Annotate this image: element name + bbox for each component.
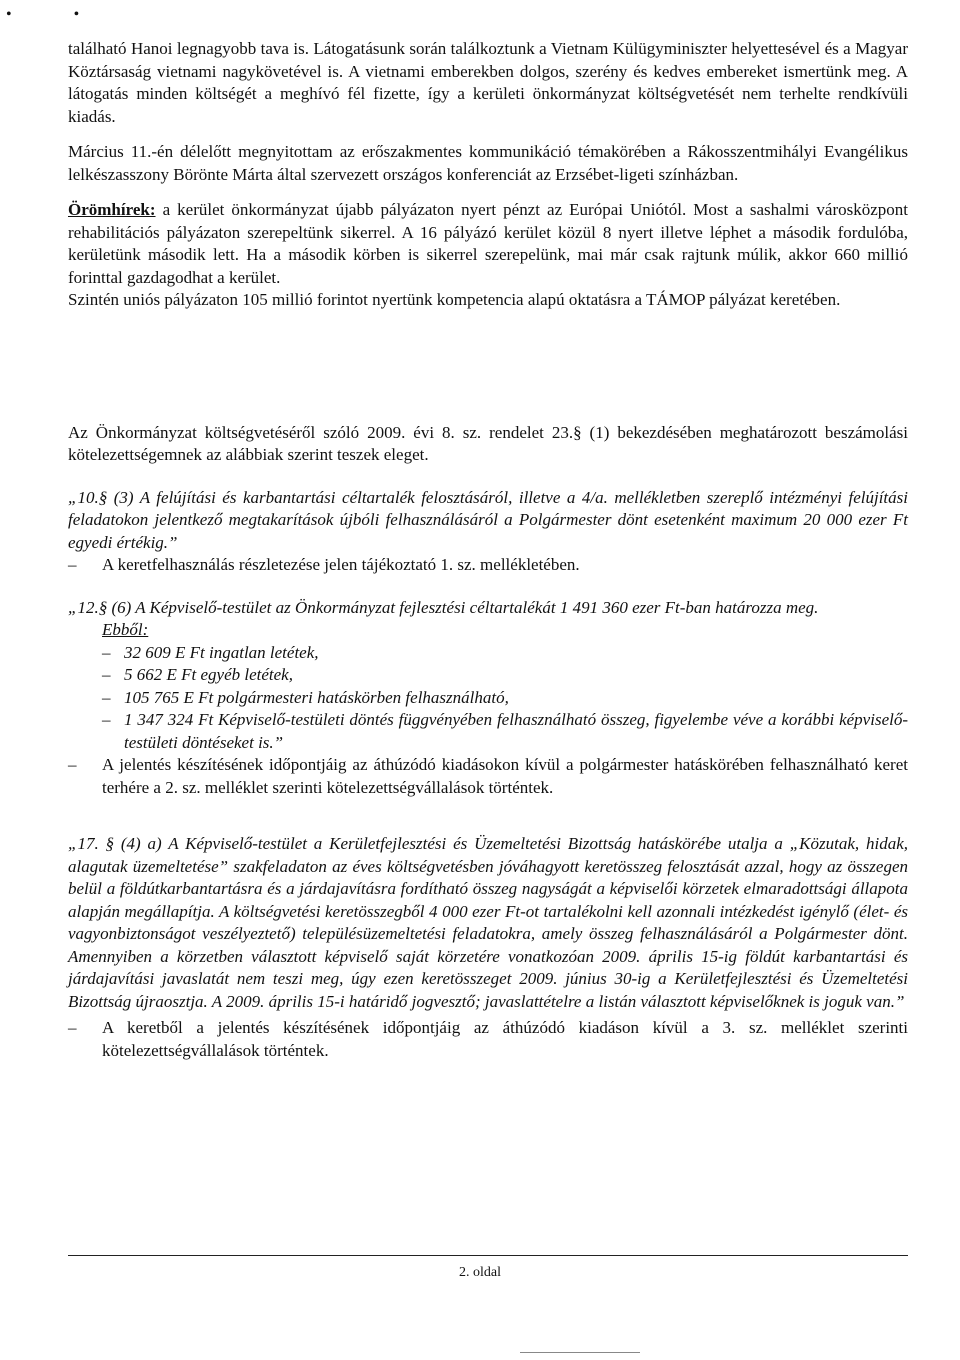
dash-marker: – <box>102 642 111 662</box>
corner-mark: • <box>6 6 12 23</box>
dash-marker: – <box>68 1018 77 1037</box>
list-item-text: 5 662 E Ft egyéb letétek, <box>124 665 293 684</box>
list-item-text: 105 765 E Ft polgármesteri hatáskörben felhasználható, <box>124 687 509 707</box>
paragraph-good-news <box>68 199 908 289</box>
document-page <box>68 38 908 1062</box>
quote-12-paragraph: „12.§ (6) A Képviselő-testület az Önkormányzat fejlesztési céltartalékát 1 491 360 ezer Ft-ban határozza meg. <box>68 597 819 617</box>
dash-item-text: A keretfelhasználás részletezése jelen tájékoztató 1. sz. mellékletében. <box>102 555 580 574</box>
good-news-text: a kerület önkormányzat újabb pályázaton nyert pénzt az Európai Uniótól. Most a sashalmi városközpont rehabilitációs pályázaton szerepeltünk sikerrel. A 16 pályázó kerület közül 8 nyert illetve léphet a második fordulóba, kerületünk második lett. Ha a második körben is sikerrel szerepelünk, mai már csak rajtunk múlik, akkor 660 millió forinttal gazdagodhat a kerület. <box>68 200 908 287</box>
list-item <box>102 642 908 665</box>
scan-artifact-line <box>520 1352 640 1355</box>
good-news-label: Örömhírek: <box>68 200 156 219</box>
paragraph-budget-report: Az Önkormányzat költségvetéséről szóló 2009. évi 8. sz. rendelet 23.§ (1) bekezdésében meghatározott beszámolási kötelezettségemnek az alábbiak szerint teszek eleget. <box>68 422 908 464</box>
quote-12-subheading: Ebből: <box>102 620 149 639</box>
list-item-text: 32 609 E Ft ingatlan letétek, <box>124 642 319 662</box>
list-item-text: 1 347 324 Ft Képviselő-testületi döntés függvényében felhasználható összeg, figyelembe véve a korábbi képviselő-testületi döntéseket is.” <box>124 710 908 752</box>
quote-10-paragraph: „10.§ (3) A felújítási és karbantartási céltartalék felosztásáról, illetve a 4/a. mellékletben szereplő intézményi felújítási feladatokon jelentkező megtakarítások újbóli felhasználásáról a Polgármester dönt esetenként maximum 20 000 ezer Ft egyedi értékig.” <box>68 487 908 552</box>
list-item <box>102 687 908 710</box>
page-number: 2. oldal <box>459 1265 501 1280</box>
corner-mark: • <box>73 6 80 23</box>
dash-item-text: A jelentés készítésének időpontjáig az áthúzódó kiadásokon kívül a polgármester hatáskörében felhasználható keret terhére a 2. sz. melléklet szerinti kötelezettségvállalások történtek. <box>102 755 908 797</box>
corner-marks <box>6 4 141 27</box>
dash-item-3 <box>68 1017 908 1062</box>
dash-marker: – <box>102 687 111 707</box>
quote-17-paragraph: „17. § (4) a) A Képviselő-testület a Kerületfejlesztési és Üzemeltetési Bizottság hatáskörébe utalja a „Közutak, hidak, alagutak üzemeltetése” szakfeladaton az éves költségvetésben jóváhagyott keretösszeg felosztását azzal, hogy az összegen belül a földútkarbantartásra és a járdajavításra fordítható összeg nagyságát a képviselői körzetek elmaradottsági állapota alapján megállapítja. A költségvetési keretösszegből 4 000 ezer Ft-ot tartalékolni kell azonnali intézkedést igénylő (élet- és vagyonbiztonságot veszélyeztető) településüzemeltetési feladatokra, amely összeg felhasználásáról a Polgármester dönt. Amennyiben a körzetben választott képviselő saját körzetére vonatkozóan 2009. április 15-ig földút karbantartási és járdajavítási javaslatát nem teszi meg, úgy ezen keretösszeget 2009. június 30-ig a Kerületfejlesztési és Üzemeltetési Bizottság újraosztja. A 2009. április 15-i határidő jogvesztő; javaslattételre a listán választott képviselőknek is joguk van.” <box>68 834 908 1011</box>
paragraph-hanoi-visit: található Hanoi legnagyobb tava is. Látogatásunk során találkoztunk a Vietnam Külügyminiszter helyettesével és a Magyar Köztársaság vietnami nagykövetével is. A vietnami emberekben dolgos, szerény és kedves embereket ismertünk meg. A látogatás minden költségét a meghívó fél fizette, így a kerületi önkormányzat költségvetését nem terhelte rendkívüli kiadás. <box>68 39 908 126</box>
list-item <box>102 709 908 754</box>
list-item <box>102 664 908 687</box>
dash-item-2 <box>68 754 908 799</box>
paragraph-conference: Március 11.-én délelőtt megnyitottam az erőszakmentes kommunikáció témakörében a Rákosszentmihályi Evangélikus lelkészasszony Börönte Márta által szervezett országos konferenciát az Erzsébet-ligeti színházban. <box>68 142 908 184</box>
dash-marker: – <box>102 710 111 729</box>
dash-marker: – <box>68 555 77 574</box>
quote-12-sublist <box>68 619 908 754</box>
paragraph-tamop: Szintén uniós pályázaton 105 millió forintot nyertünk kompetencia alapú oktatásra a TÁMOP pályázat keretében. <box>68 290 841 309</box>
dash-item-text: A keretből a jelentés készítésének időpontjáig az áthúzódó kiadáson kívül a 3. sz. melléklet szerinti kötelezettségvállalások történtek. <box>102 1018 908 1060</box>
dash-item-1 <box>68 554 908 577</box>
dash-marker: – <box>102 665 111 684</box>
dash-marker: – <box>68 755 77 774</box>
footer-divider <box>68 1255 908 1256</box>
